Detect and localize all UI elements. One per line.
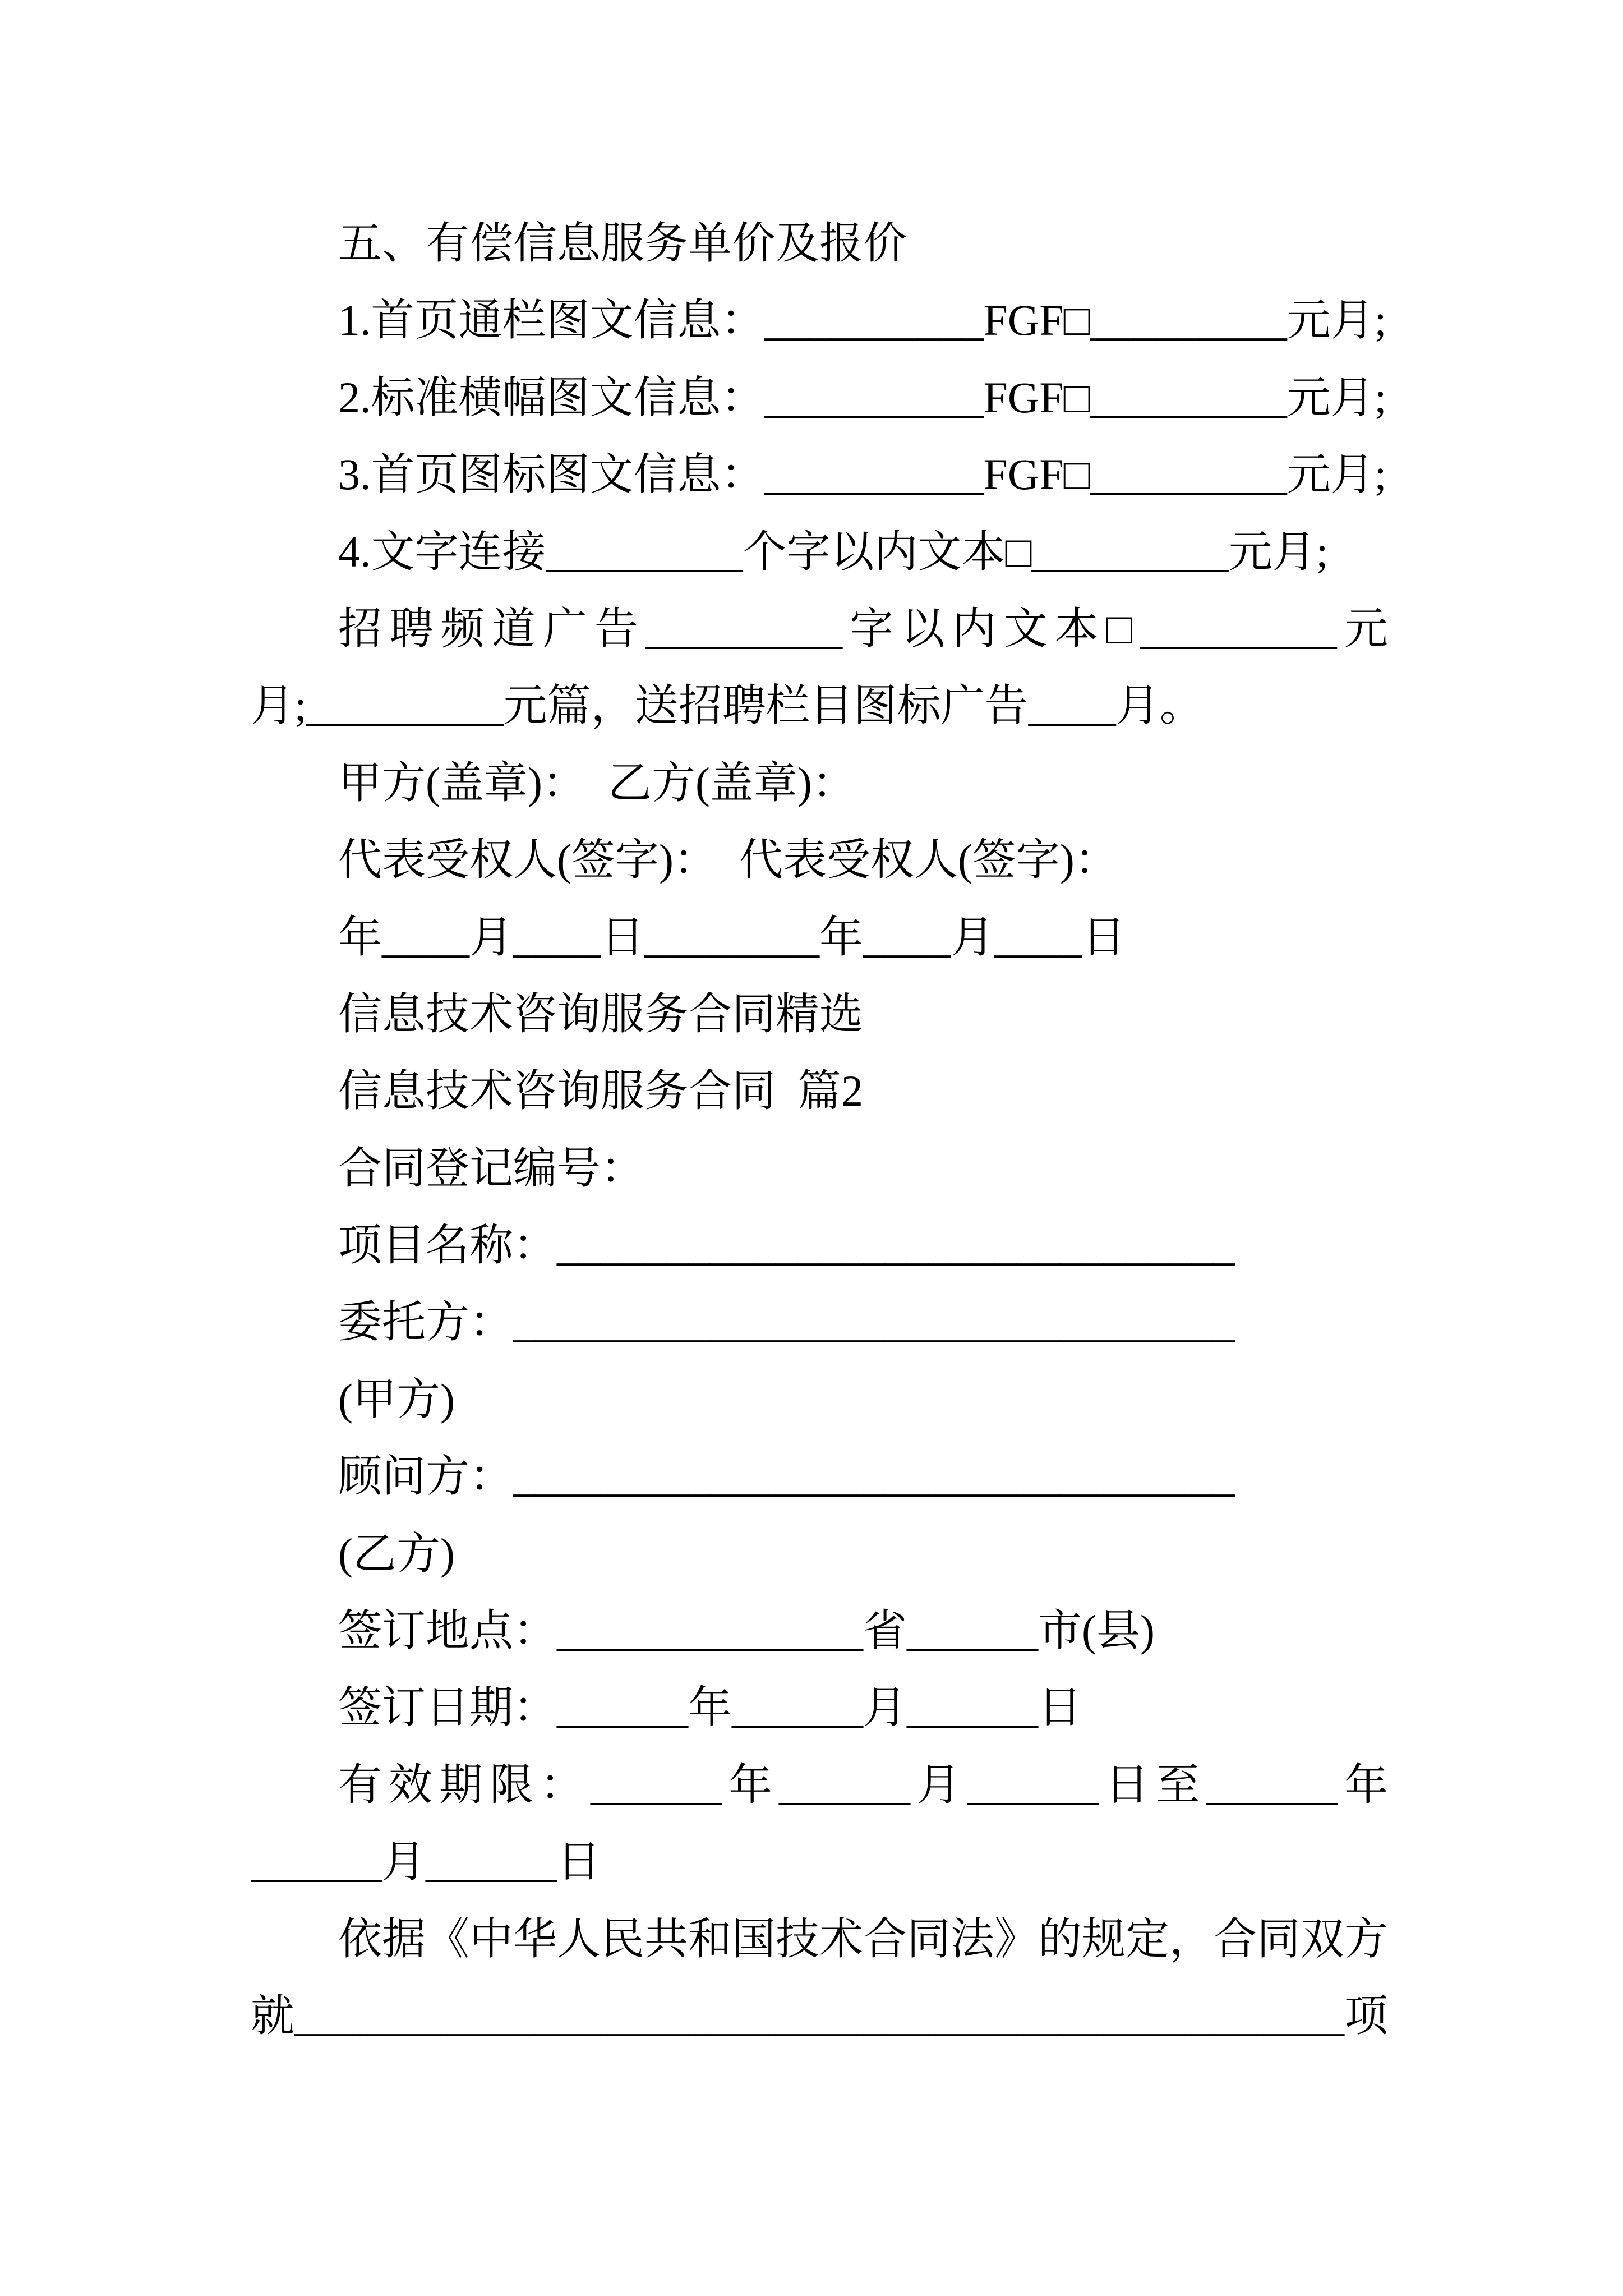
recruitment-unit: 月。	[1115, 681, 1204, 730]
party-a-representative-label: 代表受权人(签字)：	[338, 835, 717, 885]
consultant-row	[251, 1438, 1388, 1515]
recruitment-label: 招聘频道广告	[338, 604, 646, 653]
validity-label: 有效期限：	[338, 1760, 591, 1809]
project-name-label: 项目名称：	[338, 1221, 557, 1270]
date-unit: 月	[863, 1683, 907, 1732]
section-heading	[251, 205, 1388, 282]
blank-field: ______	[1206, 1760, 1338, 1809]
price-item-4	[251, 513, 1388, 590]
contract-title-text: 信息技术咨询服务合同 篇2	[338, 1066, 864, 1116]
contract-title	[251, 1052, 1388, 1129]
basis-text: 就	[251, 1991, 295, 2040]
document-page	[251, 205, 1388, 2054]
registration-number-label: 合同登记编号：	[338, 1143, 645, 1193]
date-unit: 年	[688, 1683, 732, 1732]
validity-row-2	[251, 1823, 1388, 1900]
city-unit: 市(县)	[1038, 1606, 1155, 1655]
price-item-2	[251, 359, 1388, 436]
blank-field: _________	[1090, 372, 1287, 422]
blank-field: ______	[907, 1606, 1039, 1655]
item-label: 3.首页图标图文信息：	[338, 450, 765, 499]
date-unit: 月	[469, 912, 514, 961]
basis-paragraph-line-1	[251, 1901, 1388, 1977]
item-price-unit: 元月;	[1287, 296, 1387, 345]
blank-field: __________	[764, 296, 984, 345]
date-unit: 年	[338, 912, 382, 961]
blank-field: _________	[645, 604, 843, 653]
signing-place-row	[251, 1592, 1388, 1669]
blank-field: ____	[513, 912, 601, 961]
signature-dates	[251, 899, 1388, 976]
recruitment-unit: 月;	[251, 681, 307, 730]
signing-date-label: 签订日期：	[338, 1683, 557, 1732]
recruitment-line-2	[251, 667, 1388, 744]
basis-paragraph-line-2	[251, 1977, 1388, 2054]
date-unit: 日至	[1098, 1760, 1206, 1809]
blank-field: _________	[306, 681, 504, 730]
blank-field: ________	[644, 912, 820, 961]
client-role: (甲方)	[338, 1374, 455, 1424]
blank-field: ______	[426, 1837, 557, 1887]
blank-field: _________	[1031, 527, 1229, 576]
price-item-1	[251, 282, 1388, 358]
project-name-row	[251, 1207, 1388, 1283]
signature-representatives	[251, 821, 1388, 898]
date-unit: 日	[601, 912, 645, 961]
blank-field: ____	[863, 912, 951, 961]
basis-text: 依据《中华人民共和国技术合同法》的规定，合同双方	[338, 1914, 1388, 1963]
blank-field: ______	[251, 1837, 382, 1887]
project-name-blank: _______________________________	[557, 1221, 1235, 1270]
blank-field: ____	[382, 912, 470, 961]
client-label: 委托方：	[338, 1297, 514, 1347]
date-unit: 年	[1337, 1760, 1388, 1809]
blank-field: _________	[1140, 604, 1337, 653]
item-price-unit: 元月;	[1228, 527, 1329, 576]
blank-field: _________	[546, 527, 743, 576]
heading-text: 五、有偿信息服务单价及报价	[338, 219, 907, 268]
client-role-row	[251, 1361, 1388, 1438]
consultant-role: (乙方)	[338, 1529, 455, 1578]
blank-field: ______________	[557, 1606, 864, 1655]
date-unit: 年	[819, 912, 864, 961]
blank-field: _________	[1090, 450, 1287, 499]
blank-field: ______	[590, 1760, 722, 1809]
item-label: 4.文字连接	[338, 527, 546, 576]
recruitment-unit: 元	[1336, 604, 1388, 653]
blank-field: __________	[764, 372, 984, 422]
client-blank: _________________________________	[513, 1297, 1235, 1347]
party-b-representative-label: 代表受权人(签字)：	[739, 835, 1118, 885]
client-row	[251, 1283, 1388, 1360]
registration-number-row	[251, 1130, 1388, 1207]
signing-date-row	[251, 1669, 1388, 1746]
date-unit: 月	[951, 912, 995, 961]
blank-field: _________	[1090, 296, 1287, 345]
item-unit: 个字以内文本□	[743, 527, 1032, 576]
date-unit: 日	[1038, 1683, 1082, 1732]
item-label: 1.首页通栏图文信息：	[338, 296, 765, 345]
signing-place-label: 签订地点：	[338, 1606, 557, 1655]
recruitment-text: 字以内文本□	[842, 604, 1140, 653]
basis-text: 项	[1344, 1991, 1388, 2040]
party-b-seal-label: 乙方(盖章)：	[607, 758, 856, 807]
date-unit: 月	[382, 1837, 426, 1887]
blank-field: ________________________________________________	[294, 1991, 1345, 2040]
blank-field: ______	[557, 1683, 689, 1732]
consultant-blank: _________________________________	[513, 1452, 1235, 1501]
item-label: 2.标准横幅图文信息：	[338, 372, 765, 422]
price-item-3	[251, 436, 1388, 513]
item-price-unit: 元月;	[1287, 372, 1387, 422]
item-unit: FGF□	[983, 296, 1090, 345]
province-unit: 省	[863, 1606, 907, 1655]
date-unit: 月	[910, 1760, 967, 1809]
blank-field: ______	[732, 1683, 864, 1732]
date-unit: 日	[1082, 912, 1126, 961]
blank-field: ____	[1028, 681, 1116, 730]
collection-title-text: 信息技术咨询服务合同精选	[338, 989, 864, 1038]
blank-field: ______	[967, 1760, 1099, 1809]
validity-row-1	[251, 1746, 1388, 1823]
recruitment-line-1	[251, 590, 1388, 667]
consultant-role-row	[251, 1515, 1388, 1592]
collection-title	[251, 976, 1388, 1052]
date-unit: 年	[721, 1760, 779, 1809]
blank-field: ______	[778, 1760, 910, 1809]
signature-parties	[251, 744, 1388, 821]
party-a-seal-label: 甲方(盖章)：	[338, 758, 586, 807]
item-unit: FGF□	[983, 450, 1090, 499]
item-price-unit: 元月;	[1287, 450, 1387, 499]
blank-field: __________	[764, 450, 984, 499]
blank-field: ______	[907, 1683, 1039, 1732]
consultant-label: 顾问方：	[338, 1452, 514, 1501]
recruitment-text: 元篇，送招聘栏目图标广告	[503, 681, 1029, 730]
date-unit: 日	[557, 1837, 601, 1887]
item-unit: FGF□	[983, 372, 1090, 422]
blank-field: ____	[994, 912, 1082, 961]
